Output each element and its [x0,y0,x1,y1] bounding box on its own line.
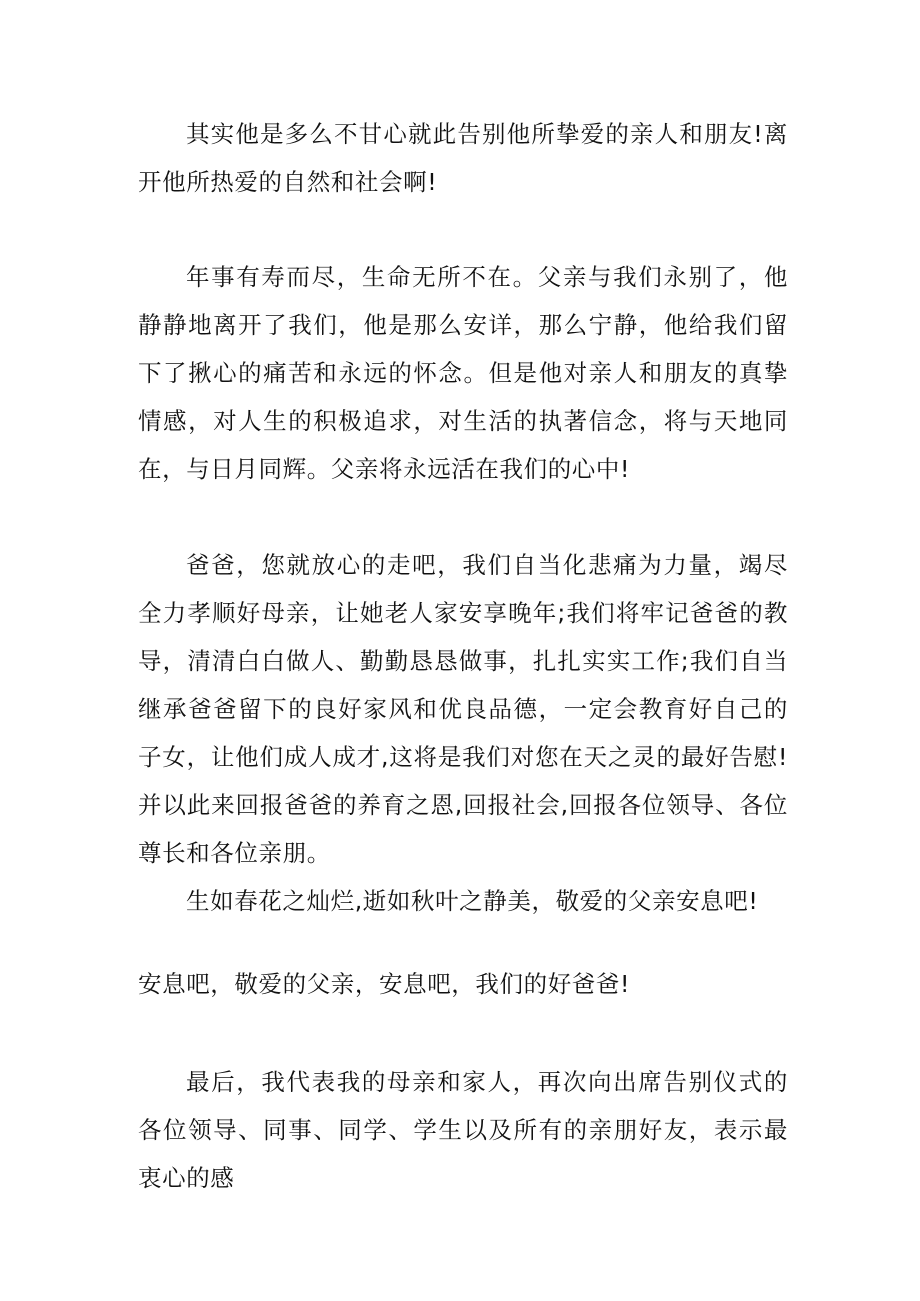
paragraph-3: 爸爸，您就放心的走吧，我们自当化悲痛为力量，竭尽全力孝顺好母亲，让她老人家安享晚年;我们将牢记爸爸的教导，清清白白做人、勤勤恳恳做事，扎扎实实工作;我们自当继承爸爸留下的良好家风和优良品德，一定会教育好自己的子女，让他们成人成才,这将是我们对您在天之灵的最好告慰!并以此来回报爸爸的养育之恩,回报社会,回报各位领导、各位尊长和各位亲朋。 [138,551,788,867]
paragraph-2: 年事有寿而尽，生命无所不在。父亲与我们永别了，他静静地离开了我们，他是那么安详，那么宁静，他给我们留下了揪心的痛苦和永远的怀念。但是他对亲人和朋友的真挚情感，对人生的积极追求，对生活的执著信念，将与天地同在，与日月同辉。父亲将永远活在我们的心中! [138,263,788,483]
paragraph-4: 生如春花之灿烂,逝如秋叶之静美，敬爱的父亲安息吧! [186,887,759,915]
paragraph-1: 其实他是多么不甘心就此告别他所挚爱的亲人和朋友!离开他所热爱的自然和社会啊! [138,120,788,196]
paragraph-6: 最后，我代表我的母亲和家人，再次向出席告别仪式的各位领导、同事、同学、学生以及所有的亲朋好友，表示最衷心的感 [138,1068,788,1192]
paragraph-5: 安息吧，敬爱的父亲，安息吧，我们的好爸爸! [138,970,631,998]
